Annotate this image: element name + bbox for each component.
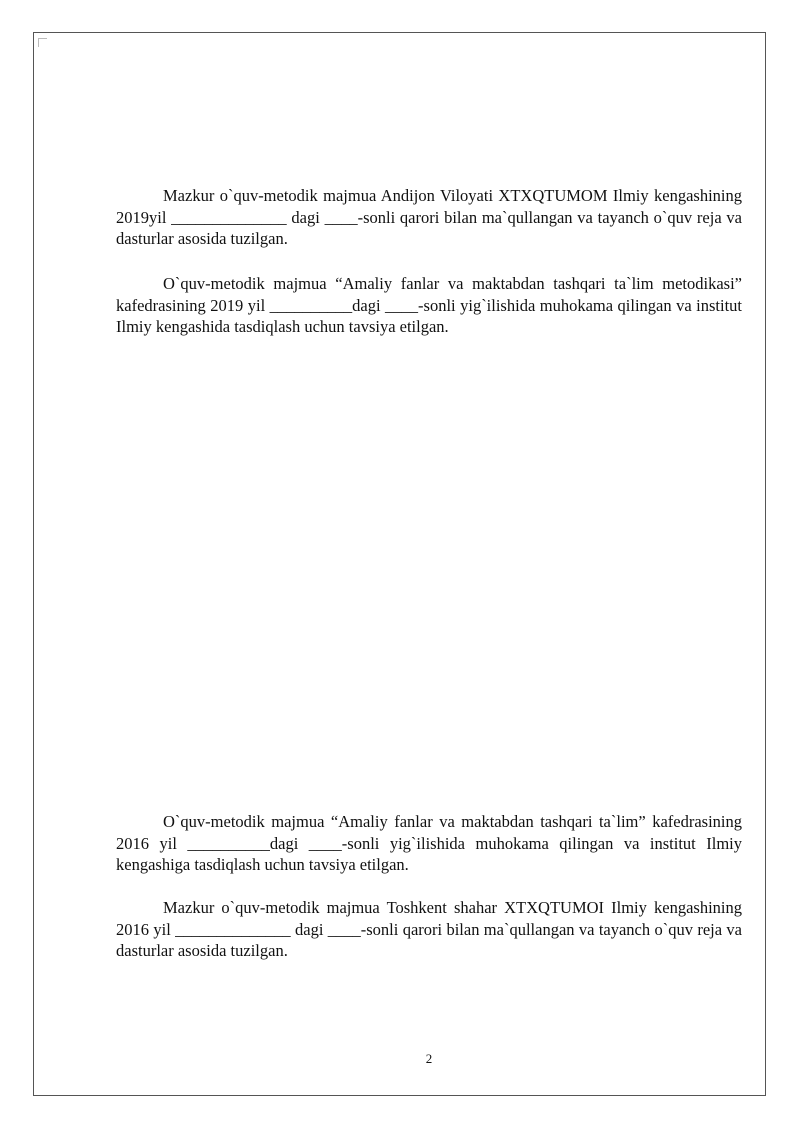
page-number: 2 [425, 1051, 433, 1066]
paragraph-toshkent-approval: Mazkur o`quv-metodik majmua Toshkent shahar XTXQTUMOI Ilmiy kengashining 2016 yil ______________ dagi ____-sonli qarori bilan ma`qullangan va tayanch o`quv reja va dasturlar asosida tuzilgan. [116, 898, 742, 960]
paragraph-department-2016: O`quv-metodik majmua “Amaliy fanlar va maktabdan tashqari ta`lim” kafedrasining 2016 yil __________dagi ____-sonli yig`ilishida muhokama qilingan va institut Ilmiy kengashiga tasdiqlash uchun tavsiya etilgan. [116, 812, 742, 874]
paragraph-department-2019: O`quv-metodik majmua “Amaliy fanlar va maktabdan tashqari ta`lim metodikasi” kafedrasining 2019 yil __________dagi ____-sonli yig`ilishida muhokama qilingan va institut Ilmiy kengashida tasdiqlash uchun tavsiya etilgan. [116, 274, 742, 336]
paragraph-andijon-approval: Mazkur o`quv-metodik majmua Andijon Viloyati XTXQTUMOM Ilmiy kengashining 2019yil ______________ dagi ____-sonli qarori bilan ma`qullangan va tayanch o`quv reja va dasturlar asosida tuzilgan. [116, 186, 742, 248]
margin-corner-mark [38, 38, 47, 47]
